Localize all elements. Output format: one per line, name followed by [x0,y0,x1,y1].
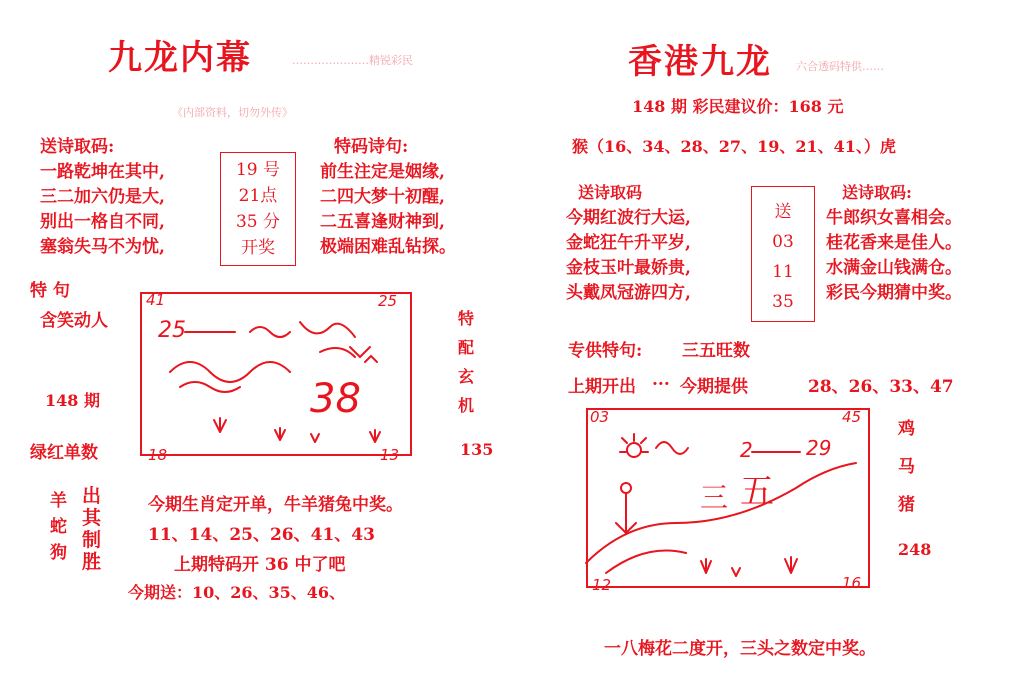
this-issue: 今期提供 [680,377,748,397]
animal-char: 制 [82,529,102,551]
left-special-poem-label: 特码诗句: [334,137,409,157]
right-footer: 一八梅花二度开，三头之数定中奖。 [604,639,876,659]
right-poem2-line: 水满金山钱满仓。 [826,258,962,278]
corner-label: 25 [378,292,398,310]
left-title: 九龙内幕 [108,38,252,78]
left-poem-line: 三二加六仍是大, [40,187,165,207]
send-box-line: 03 [772,232,794,252]
left-hint: 绿红单数 [30,443,98,463]
animal-char: 出 [82,485,102,507]
side-char: 机 [458,396,475,415]
animals-col1 [50,488,67,566]
right-sketch-char: 五 [740,472,774,512]
right-faint-subtitle: 六合透码特供…… [796,60,884,73]
left-special-poem [320,160,456,260]
left-special-poem-line: 二四大梦十初醒, [320,187,445,207]
animals-col2 [82,485,101,573]
left-side-number: 135 [460,440,494,459]
animal-char: 蛇 [50,517,67,537]
left-sketch-number: 38 [310,376,361,422]
last-special-line: 上期特码开 36 中了吧 [174,555,346,575]
left-special-phrase: 含笑动人 [40,311,108,331]
side-char: 马 [898,457,915,477]
left-poem-line: 塞翁失马不为忧, [40,237,165,257]
right-poem-line: 头戴凤冠游四方, [566,283,691,303]
right-poem2 [826,206,962,306]
right-sketch-char: 三 [700,481,729,514]
left-poem-line: 一路乾坤在其中, [40,162,165,182]
left-issue: 148 期 [45,391,100,410]
right-special-phrase: 三五旺数 [682,341,750,361]
send-line: 今期送：10、26、35、46、 [128,583,346,602]
animal-char: 羊 [50,491,67,511]
left-faint-subtitle: …………………精锐彩民 [292,54,413,67]
last-prefix: 上期开出 [568,377,636,397]
time-box-line: 21点 [238,186,278,206]
corner-label: 03 [590,408,610,426]
right-poem2-line: 桂花香来是佳人。 [826,233,962,253]
left-poem-line: 别出一格自不同, [40,212,165,232]
right-poem-line: 今期红波行大运, [566,208,691,228]
time-box [220,152,296,266]
right-send-poem-label: 送诗取码 [578,183,643,202]
corner-label: 16 [842,574,862,592]
send-box-line: 35 [772,292,794,312]
monkey-line: 猴（16、34、28、27、19、21、41、）虎 [572,137,896,156]
right-title: 香港九龙 [628,42,772,82]
time-box-line: 开奖 [241,238,275,258]
right-poem2-line: 彩民今期猜中奖。 [826,283,962,303]
provide-numbers: 28、26、33、47 [808,377,954,397]
zodiac-line: 今期生肖定开单，牛羊猪兔中奖。 [148,495,403,515]
right-poem2-line: 牛郎织女喜相会。 [826,208,962,228]
left-side-vertical [458,304,474,420]
side-char: 猪 [898,495,915,515]
right-poem [566,206,691,306]
animal-char: 其 [82,507,102,529]
left-sketch-number: 25 [158,318,186,343]
left-sketch-drawing [140,292,408,452]
corner-label: 12 [592,576,612,594]
side-char: 配 [458,338,475,357]
left-poem [40,160,165,260]
corner-label: 18 [148,446,168,464]
send-box-line: 11 [772,262,794,282]
left-send-poem-label: 送诗取码: [40,137,115,157]
issue-price: 148 期 彩民建议价：168 元 [632,97,844,116]
side-char: 鸡 [898,419,915,439]
animal-char: 胜 [82,551,102,573]
right-poem-line: 金枝玉叶最娇贵, [566,258,691,278]
send-box [751,186,815,322]
corner-label: 13 [380,446,400,464]
time-box-line: 35 分 [235,212,281,232]
left-special-poem-line: 极端困难乱钻探。 [320,237,456,257]
left-special-phrase-label: 特 句 [30,281,70,301]
right-side-number: 248 [898,540,932,559]
right-send-poem-label2: 送诗取码: [842,183,912,202]
right-sketch-drawing [586,408,866,584]
right-special-phrase-label: 专供特句: [568,341,643,361]
left-faint-note: 《内部资料，切勿外传》 [172,106,293,119]
right-sketch-number: 29 [806,436,832,460]
send-box-line: 送 [774,202,792,222]
right-sketch-number: 2 [740,438,753,462]
side-char: 特 [458,309,475,328]
corner-label: 45 [842,408,862,426]
time-box-line: 19 号 [235,160,281,180]
numbers-line: 11、14、25、26、41、43 [148,525,375,545]
side-char: 玄 [458,367,475,386]
left-special-poem-line: 前生注定是姻缘, [320,162,445,182]
right-poem-line: 金蛇狂午升平岁, [566,233,691,253]
right-side-vertical [898,410,915,524]
animal-char: 狗 [50,543,67,563]
left-special-poem-line: 二五喜逢财神到, [320,212,445,232]
corner-label: 41 [146,291,166,309]
